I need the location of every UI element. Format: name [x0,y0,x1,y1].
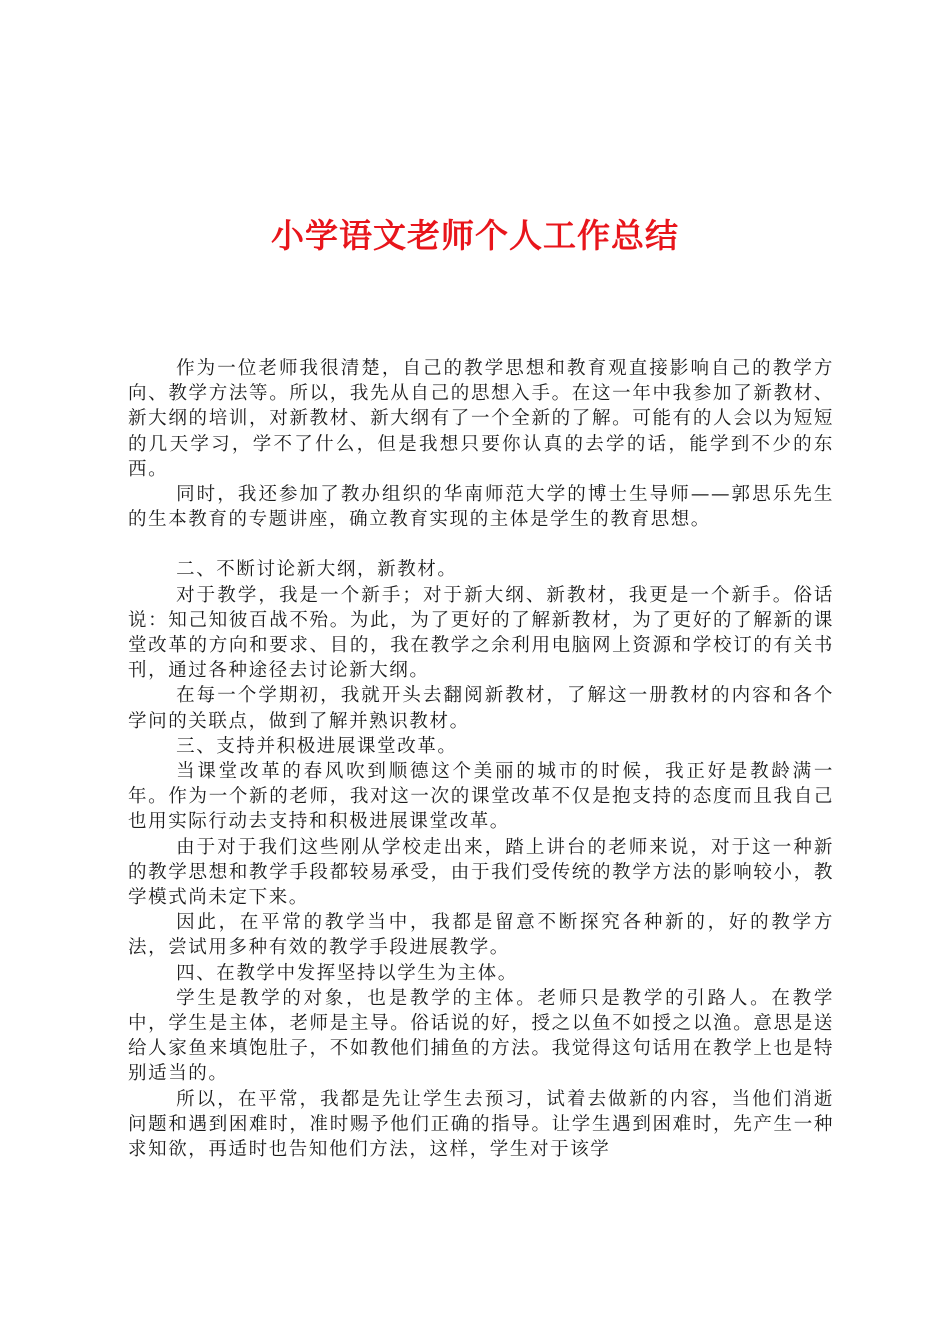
paragraph: 由于对于我们这些刚从学校走出来，踏上讲台的老师来说，对于这一种新的教学思想和教学手段都较易承受，由于我们受传统的教学方法的影响较小，教学模式尚未定下来。 [128,836,834,909]
paragraph: 在每一个学期初，我就开头去翻阅新教材，了解这一册教材的内容和各个学问的关联点，做到了解并熟识教材。 [128,685,834,732]
paragraph: 当课堂改革的春风吹到顺德这个美丽的城市的时候，我正好是教龄满一年。作为一个新的老师，我对这一次的课堂改革不仅是抱支持的态度而且我自己也用实际行动去支持和积极进展课堂改革。 [128,761,834,833]
section-heading: 四、在教学中发挥坚持以学生为主体。 [176,962,518,984]
paragraph: 同时，我还参加了教办组织的华南师范大学的博士生导师——郭思乐先生的生本教育的专题讲座，确立教育实现的主体是学生的教育思想。 [128,484,834,531]
paragraph: 所以，在平常，我都是先让学生去预习，试着去做新的内容，当他们消逝问题和遇到困难时，准时赐予他们正确的指导。让学生遇到困难时，先产生一种求知欲，再适时也告知他们方法，这样，学生对于该学 [128,1088,834,1161]
paragraph: 作为一位老师我很清楚，自己的教学思想和教育观直接影响自己的教学方向、教学方法等。所以，我先从自己的思想入手。在这一年中我参加了新教材、新大纲的培训，对新教材、新大纲有了一个全新的了解。可能有的人会以为短短的几天学习，学不了什么，但是我想只要你认真的去学的话，能学到不少的东西。 [128,358,834,480]
document-body [128,356,834,1162]
section-heading: 三、支持并积极进展课堂改革。 [176,735,458,757]
paragraph: 学生是教学的对象，也是教学的主体。老师只是教学的引路人。在教学中，学生是主体，老师是主导。俗话说的好，授之以鱼不如授之以渔。意思是送给人家鱼来填饱肚子，不如教他们捕鱼的方法。我觉得这句话用在教学上也是特别适当的。 [128,987,834,1085]
paragraph: 因此，在平常的教学当中，我都是留意不断探究各种新的，好的教学方法，尝试用多种有效的教学手段进展教学。 [128,912,834,959]
document-title: 小学语文老师个人工作总结 [271,216,679,255]
paragraph: 对于教学，我是一个新手；对于新大纲、新教材，我更是一个新手。俗话说：知己知彼百战不殆。为此，为了更好的了解新教材，为了更好的了解新的课堂改革的方向和要求、目的，我在教学之余利用电脑网上资源和学校订的有关书刊，通过各种途径去讨论新大纲。 [128,584,834,682]
section-heading: 二、不断讨论新大纲，新教材。 [176,559,458,581]
